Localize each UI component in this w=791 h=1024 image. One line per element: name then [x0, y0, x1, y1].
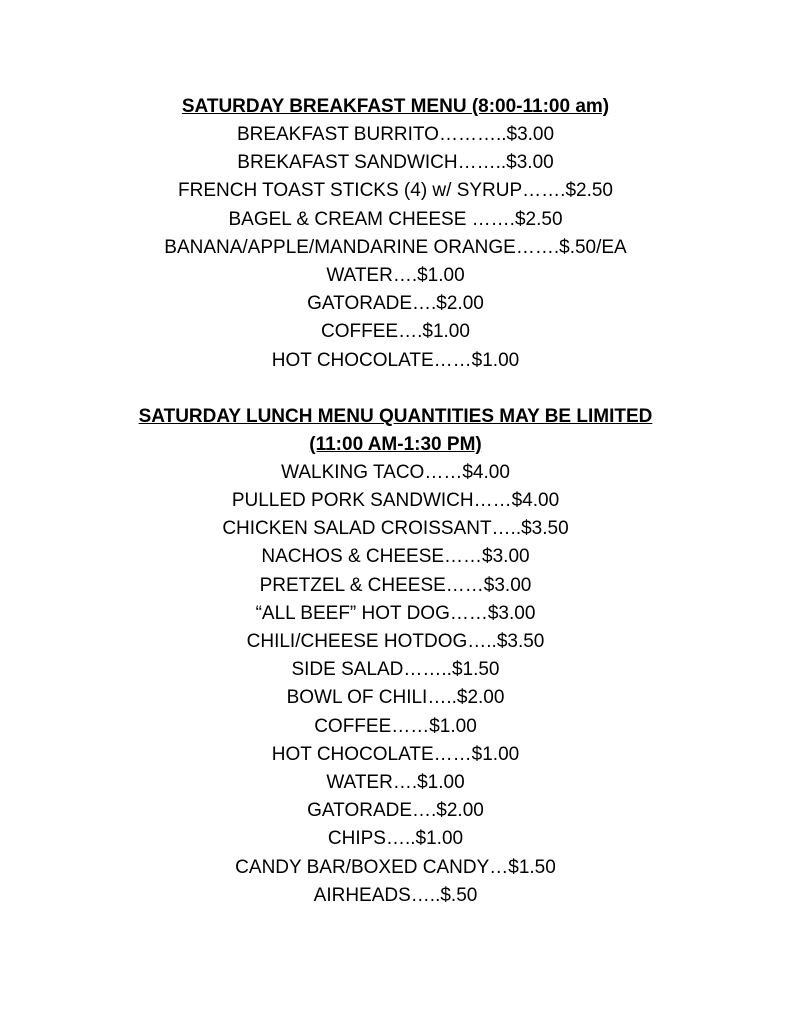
lunch-item: GATORADE….$2.00: [307, 800, 484, 822]
lunch-item: “ALL BEEF” HOT DOG……$3.00: [255, 602, 536, 624]
breakfast-item: HOT CHOCOLATE……$1.00: [271, 349, 520, 371]
lunch-item: WALKING TACO……$4.00: [281, 461, 510, 483]
breakfast-item: GATORADE….$2.00: [307, 293, 484, 315]
breakfast-item: COFFEE….$1.00: [321, 321, 470, 343]
lunch-item: NACHOS & CHEESE……$3.00: [261, 546, 530, 568]
breakfast-item: BREKAFAST SANDWICH……..$3.00: [237, 152, 554, 174]
lunch-hours-heading: (11:00 AM-1:30 PM): [309, 433, 482, 455]
breakfast-item: BANANA/APPLE/MANDARINE ORANGE…….$.50/EA: [164, 236, 627, 258]
breakfast-item: BREAKFAST BURRITO………..$3.00: [236, 124, 555, 145]
lunch-section: [0, 403, 791, 910]
breakfast-heading: SATURDAY BREAKFAST MENU (8:00-11:00 am): [181, 96, 610, 117]
breakfast-item: BAGEL & CREAM CHEESE …….$2.50: [228, 208, 563, 230]
lunch-item: PULLED PORK SANDWICH……$4.00: [231, 490, 560, 512]
lunch-heading: SATURDAY LUNCH MENU QUANTITIES MAY BE LIMITED: [138, 405, 653, 427]
lunch-item: WATER….$1.00: [326, 772, 465, 794]
lunch-item: CHILI/CHEESE HOTDOG…..$3.50: [246, 631, 545, 653]
lunch-item: SIDE SALAD……..$1.50: [291, 659, 500, 681]
menu-page: [0, 93, 791, 910]
breakfast-section: [0, 93, 791, 375]
lunch-item: AIRHEADS…..$.50: [313, 884, 478, 906]
lunch-item: BOWL OF CHILI…..$2.00: [286, 687, 505, 709]
lunch-item: CANDY BAR/BOXED CANDY…$1.50: [235, 856, 556, 878]
lunch-item: COFFEE……$1.00: [314, 715, 477, 737]
lunch-item: HOT CHOCOLATE……$1.00: [271, 743, 520, 765]
breakfast-item: WATER….$1.00: [326, 265, 465, 287]
lunch-item: PRETZEL & CHEESE……$3.00: [259, 574, 532, 596]
lunch-item: CHICKEN SALAD CROISSANT…..$3.50: [222, 518, 569, 540]
section-spacer: [0, 375, 791, 403]
breakfast-item: FRENCH TOAST STICKS (4) w/ SYRUP…….$2.50: [178, 180, 613, 202]
lunch-item: CHIPS…..$1.00: [327, 828, 464, 850]
